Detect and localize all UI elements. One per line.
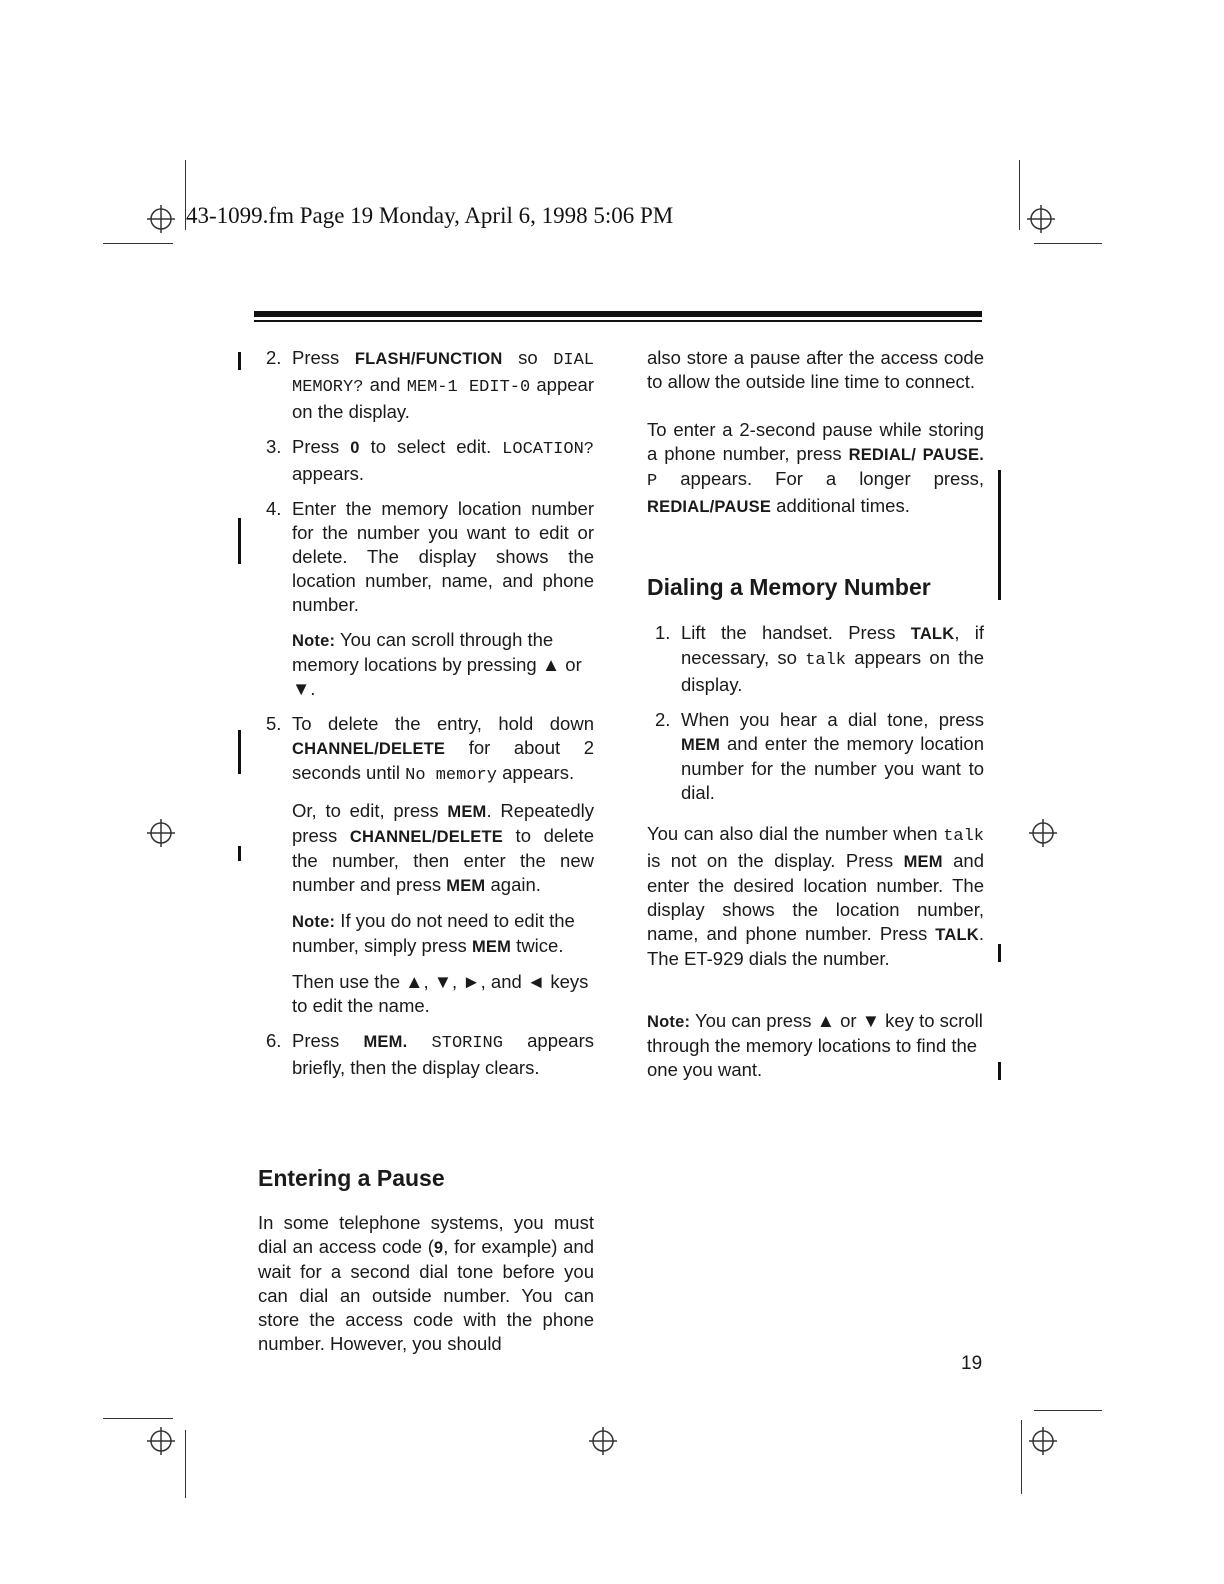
file-header: 43-1099.fm Page 19 Monday, April 6, 1998 5:06 PM: [186, 203, 674, 228]
registration-mark-mid-right: [1026, 816, 1060, 850]
crop-line: [185, 1430, 186, 1498]
registration-mark-bottom-left: [144, 1424, 178, 1458]
change-bar: [238, 352, 241, 370]
section-heading-dialing-memory: Dialing a Memory Number: [647, 574, 931, 600]
crop-line: [103, 243, 173, 244]
change-bar: [238, 518, 241, 564]
change-bar: [998, 944, 1001, 962]
page-number: 19: [961, 1353, 983, 1374]
pause-instructions: To enter a 2-second pause while storing a phone number, press REDIAL/ PAUSE. P appears. For a longer press, REDIAL/PAUSE additional times.: [647, 419, 984, 516]
list-item-step-4: 4. Enter the memory location number for the number you want to edit or delete. The display shows the location number, name, and phone number. Note: You can scroll through the memory locations by pressing ▲ or ▼.: [266, 498, 594, 699]
list-item-dial-1: 1. Lift the handset. Press TALK, if necessary, so talk appears on the display.: [655, 622, 985, 695]
crop-line: [1034, 1410, 1102, 1411]
change-bar: [998, 470, 1001, 600]
registration-mark-top-right: [1024, 202, 1058, 236]
dialing-steps: [647, 621, 984, 816]
crop-line: [1034, 243, 1102, 244]
header-rule-thin: [254, 320, 982, 322]
note: Note: If you do not need to edit the number, simply press MEM twice.: [292, 910, 575, 956]
section-heading-entering-pause: Entering a Pause: [258, 1165, 445, 1191]
change-bar: [238, 730, 241, 774]
change-bar: [998, 1062, 1001, 1080]
header-rule-thick: [254, 311, 982, 317]
registration-mark-bottom-center: [586, 1424, 620, 1458]
crop-line: [103, 1418, 173, 1419]
registration-mark-top-left: [144, 202, 178, 236]
crop-line: [1019, 160, 1020, 230]
pause-paragraph: In some telephone systems, you must dial an access code (9, for example) and wait for a second dial tone before you can dial an outside number. You can store the access code with the phone number. However, you should: [258, 1212, 594, 1354]
note: Note: You can press ▲ or ▼ key to scroll through the memory locations to find the one you want.: [647, 1010, 983, 1080]
list-item-step-2: 2. Press FLASH/FUNCTION so DIAL MEMORY? and MEM-1 EDIT-0 appear on the display.: [266, 347, 594, 422]
list-item-step-3: 3. Press 0 to select edit. LOCATION? appears.: [266, 436, 594, 484]
list-item-step-5: 5. To delete the entry, hold down CHANNEL/DELETE for about 2 seconds until No memory appears. Or, to edit, press MEM. Repeatedly press CHANNEL/DELETE to delete the number, then enter the new number and press MEM again. Note: If you do not need to edit the number, simply press MEM twice. Then use the ▲, ▼, ►, and ◄ keys to edit the name.: [266, 713, 595, 1016]
right-column: also store a pause after the access code to allow the outside line time to connect. To enter a 2-second pause while storing a phone number, press REDIAL/ PAUSE. P appears. For a longer press, REDIAL/PAUSE additional times.: [647, 346, 984, 519]
crop-line: [1021, 1420, 1022, 1494]
dial-without-talk-paragraph: You can also dial the number when talk is not on the display. Press MEM and enter the desired location number. The display shows the location number, name, and phone number. Press TALK. The ET-929 dials the number.: [647, 823, 984, 969]
note: Note: You can scroll through the memory locations by pressing ▲ or ▼.: [292, 629, 582, 699]
list-item-step-6: 6. Press MEM. STORING appears briefly, then the display clears.: [266, 1030, 594, 1078]
left-column: [258, 346, 594, 1091]
registration-mark-bottom-right: [1026, 1424, 1060, 1458]
list-item-dial-2: 2. When you hear a dial tone, press MEM and enter the memory location number for the number you want to dial.: [655, 709, 984, 803]
registration-mark-mid-left: [144, 816, 178, 850]
change-bar: [238, 846, 241, 861]
